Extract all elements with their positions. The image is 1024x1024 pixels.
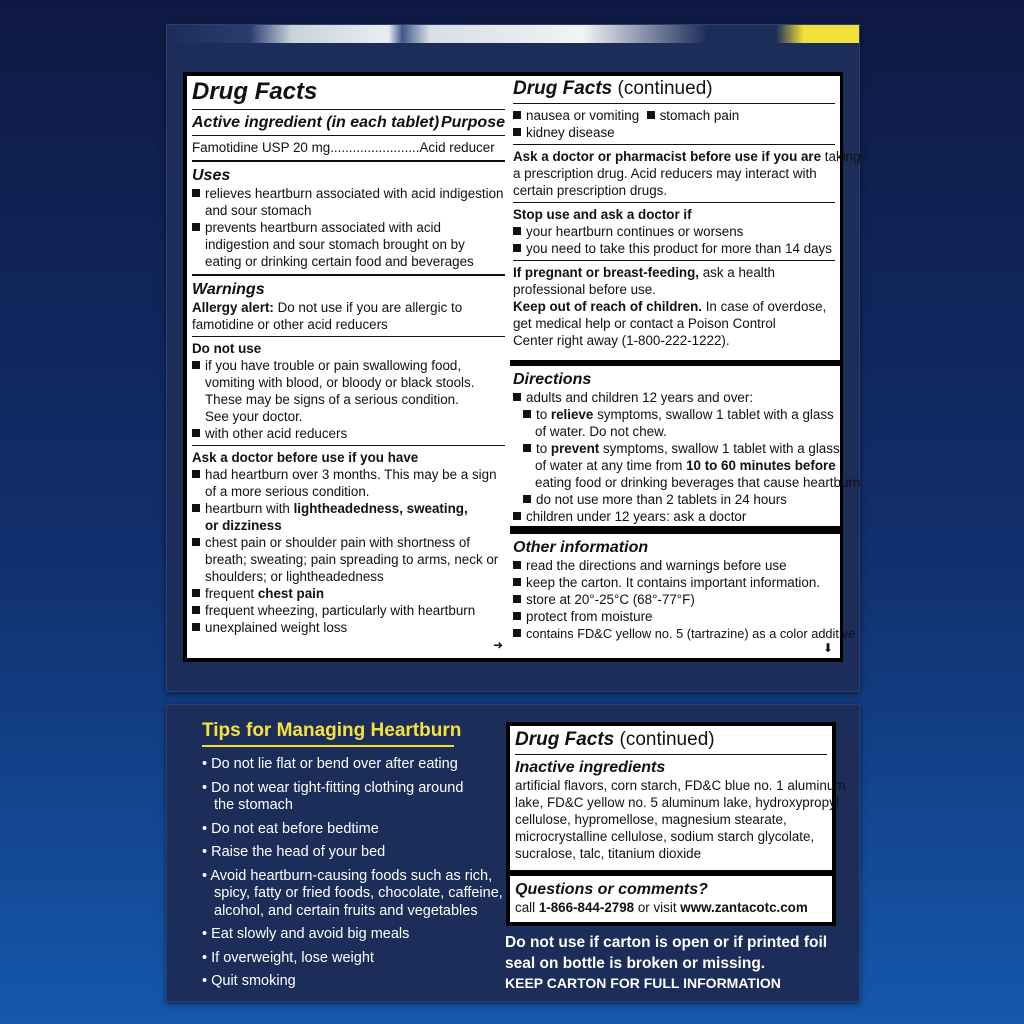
bullet-icon: [513, 512, 521, 520]
bullet-icon: [192, 623, 200, 631]
bullet-icon: •: [202, 949, 212, 966]
bullet-icon: •: [202, 867, 211, 884]
directions-subitem-cont: of water. Do not chew.: [535, 424, 667, 439]
active-ingredient-label: Active ingredient (in each tablet): [192, 114, 440, 131]
directions-panel: [508, 366, 861, 526]
uses-item-cont: and sour stomach: [205, 203, 312, 218]
bullet-icon: [513, 128, 521, 136]
bullet-icon: [192, 223, 200, 231]
do-not-use-item-cont: See your doctor.: [205, 409, 303, 424]
allergy-alert: Allergy alert: Do not use if you are allergic to: [192, 300, 463, 315]
bullet-icon: [523, 410, 531, 418]
tamper-warning: [505, 932, 827, 974]
directions-title: Directions: [513, 371, 592, 388]
purpose-label: Purpose: [440, 114, 505, 131]
ask-doctor-item: heartburn with lightheadedness, sweating,: [192, 500, 505, 517]
bullet-icon: [513, 629, 521, 637]
warning-item: nausea or vomiting stomach pain: [513, 107, 835, 124]
carton-top-flap-artwork: [167, 25, 859, 43]
bullet-icon: [513, 612, 521, 620]
directions-item: children under 12 years: ask a doctor: [513, 508, 835, 525]
tip-item: • Eat slowly and avoid big meals: [202, 926, 410, 942]
bullet-icon: •: [202, 820, 212, 837]
phone-number: 1-866-844-2798: [538, 900, 635, 915]
bullet-icon: [647, 111, 655, 119]
other-information-panel: [508, 534, 856, 658]
inactive-ingredients-line: microcrystalline cellulose, sodium starch glycolate,: [515, 829, 815, 844]
uses-item-cont: eating or drinking certain food and beverages: [205, 254, 474, 269]
inactive-ingredients-line: lake, FD&C yellow no. 5 aluminum lake, hydroxypropyl: [515, 795, 839, 810]
pregnancy-warning: If pregnant or breast-feeding, ask a health: [513, 265, 775, 280]
bullet-icon: [513, 595, 521, 603]
warning-item: kidney disease: [513, 124, 835, 141]
contact-line: call 1-866-844-2798 or visit www.zantacotc.com: [515, 900, 808, 915]
ask-doctor-item-cont: or dizziness: [205, 518, 282, 533]
divider: [192, 109, 505, 110]
continue-arrow-icon: ⬇: [822, 641, 833, 655]
tips-title: Tips for Managing Heartburn: [202, 720, 462, 741]
inactive-ingredients-panel: [510, 726, 846, 870]
directions-subitem: do not use more than 2 tablets in 24 hours: [513, 491, 835, 508]
ask-doctor-item-cont: of a more serious condition.: [205, 484, 370, 499]
bullet-icon: [513, 578, 521, 586]
divider: [513, 202, 835, 203]
do-not-use-item: with other acid reducers: [192, 425, 505, 442]
inactive-ingredients-line: cellulose, hypromellose, magnesium stearate,: [515, 812, 787, 827]
do-not-use-item: if you have trouble or pain swallowing food,: [192, 357, 505, 374]
bullet-icon: [523, 444, 531, 452]
ask-doctor-item-cont: breath; sweating; pain spreading to arms, neck or: [205, 552, 499, 567]
directions-item: adults and children 12 years and over:: [513, 389, 835, 406]
divider: [192, 160, 505, 162]
bullet-icon: [513, 111, 521, 119]
stop-use-title: Stop use and ask a doctor if: [513, 207, 692, 222]
bullet-icon: [192, 189, 200, 197]
divider: [192, 336, 505, 337]
tips-title-underline: [202, 745, 454, 747]
pregnancy-warning-cont: professional before use.: [513, 282, 656, 297]
other-information-item: store at 20°-25°C (68°-77°F): [513, 591, 835, 608]
pharmacist-warning-cont: certain prescription drugs.: [513, 183, 668, 198]
drug-facts-title: Drug Facts: [192, 78, 318, 105]
tips-list: [202, 756, 502, 997]
directions-subitem-cont: of water at any time from 10 to 60 minutes before: [535, 458, 836, 473]
bullet-icon: •: [202, 973, 212, 989]
directions-subitem-cont: eating food or drinking beverages that cause heartburn: [535, 475, 861, 490]
continue-arrow-icon: ➜: [492, 638, 503, 652]
divider: [513, 103, 835, 104]
uses-item-cont: indigestion and sour stomach brought on by: [205, 237, 465, 252]
ask-doctor-item: had heartburn over 3 months. This may be a sign: [192, 466, 505, 483]
other-information-item: contains FD&C yellow no. 5 (tartrazine) as a color additive: [513, 625, 835, 642]
drug-facts-continued-title: Drug Facts (continued): [513, 78, 713, 99]
bullet-icon: [192, 429, 200, 437]
inactive-ingredients-line: sucralose, talc, titanium dioxide: [515, 846, 702, 861]
tamper-warning-line: Do not use if carton is open or if printed foil: [505, 934, 828, 951]
divider: [513, 144, 835, 145]
directions-subitem: to prevent symptoms, swallow 1 tablet with a glass: [513, 440, 835, 457]
do-not-use-item-cont: These may be signs of a serious condition.: [205, 392, 459, 407]
divider: [515, 754, 827, 755]
ask-doctor-item: frequent wheezing, particularly with heartburn: [192, 602, 505, 619]
uses-title: Uses: [192, 167, 231, 184]
inactive-ingredients-line: artificial flavors, corn starch, FD&C blue no. 1 aluminum: [515, 778, 846, 793]
divider: [192, 274, 505, 276]
keep-out-of-reach: Keep out of reach of children. In case of overdose,: [513, 299, 827, 314]
ask-doctor-item: chest pain or shoulder pain with shortness of: [192, 534, 505, 551]
tamper-warning-line: seal on bottle is broken or missing.: [505, 955, 766, 972]
active-ingredient-line: Famotidine USP 20 mg........................Acid reducer: [192, 140, 495, 155]
bullet-icon: [192, 504, 200, 512]
ask-doctor-item: frequent chest pain: [192, 585, 505, 602]
bullet-icon: [523, 495, 531, 503]
bullet-icon: [513, 227, 521, 235]
stop-use-item: your heartburn continues or worsens: [513, 223, 835, 240]
pharmacist-warning: Ask a doctor or pharmacist before use if you are taking: [513, 149, 861, 164]
divider: [513, 260, 835, 261]
uses-item: relieves heartburn associated with acid indigestion: [192, 185, 505, 202]
bullet-icon: [513, 393, 521, 401]
keep-out-of-reach-cont: Center right away (1-800-222-1222).: [513, 333, 730, 348]
other-information-item: keep the carton. It contains important information.: [513, 574, 835, 591]
tip-item: • Do not lie flat or bend over after eating: [202, 756, 458, 772]
allergy-alert-cont: famotidine or other acid reducers: [192, 317, 388, 332]
questions-panel: [510, 876, 832, 922]
tip-item: • Do not wear tight-fitting clothing around the stomach: [202, 779, 464, 813]
do-not-use-item-cont: vomiting with blood, or bloody or black stools.: [205, 375, 475, 390]
active-ingredient-header: [192, 113, 505, 132]
pharmacist-warning-cont: a prescription drug. Acid reducers may interact with: [513, 166, 817, 181]
bullet-icon: [192, 538, 200, 546]
bullet-icon: [513, 561, 521, 569]
uses-item: prevents heartburn associated with acid: [192, 219, 505, 236]
stop-use-item: you need to take this product for more than 14 days: [513, 240, 835, 257]
bullet-icon: •: [202, 756, 212, 772]
inactive-ingredients-title: Inactive ingredients: [515, 759, 666, 776]
bullet-icon: •: [202, 844, 212, 860]
questions-title: Questions or comments?: [515, 881, 708, 898]
tip-item: • Avoid heartburn-causing foods such as rich, spicy, fatty or fried foods, chocolate, caffeine, alcohol, and certain fruits and vegetables: [202, 867, 503, 919]
drug-facts-continued-title: Drug Facts (continued): [515, 729, 715, 750]
bullet-icon: [513, 244, 521, 252]
bullet-icon: [192, 361, 200, 369]
other-information-item: read the directions and warnings before use: [513, 557, 835, 574]
warnings-title: Warnings: [192, 281, 265, 298]
drug-facts-left-panel: [187, 76, 510, 658]
do-not-use-title: Do not use: [192, 341, 262, 356]
keep-out-of-reach-cont: get medical help or contact a Poison Control: [513, 316, 776, 331]
tip-item: • Do not eat before bedtime: [202, 820, 379, 837]
other-information-title: Other information: [513, 539, 649, 556]
bullet-icon: •: [202, 779, 212, 796]
drug-facts-right-panel-top: [508, 76, 861, 360]
website-link: www.zantacotc.com: [680, 900, 808, 915]
tip-item: • Raise the head of your bed: [202, 844, 386, 860]
other-information-item: protect from moisture: [513, 608, 835, 625]
bullet-icon: [192, 589, 200, 597]
ask-doctor-title: Ask a doctor before use if you have: [192, 450, 419, 465]
divider: [192, 445, 505, 446]
ask-doctor-item-cont: shoulders; or lightheadedness: [205, 569, 384, 584]
divider: [192, 135, 505, 136]
ask-doctor-item: unexplained weight loss: [192, 619, 505, 636]
bullet-icon: [192, 470, 200, 478]
tip-item: • Quit smoking: [202, 973, 296, 989]
bullet-icon: •: [202, 926, 212, 942]
tip-item: • If overweight, lose weight: [202, 949, 374, 966]
directions-subitem: to relieve symptoms, swallow 1 tablet with a glass: [513, 406, 835, 423]
bullet-icon: [192, 606, 200, 614]
keep-carton-notice: KEEP CARTON FOR FULL INFORMATION: [505, 975, 781, 991]
